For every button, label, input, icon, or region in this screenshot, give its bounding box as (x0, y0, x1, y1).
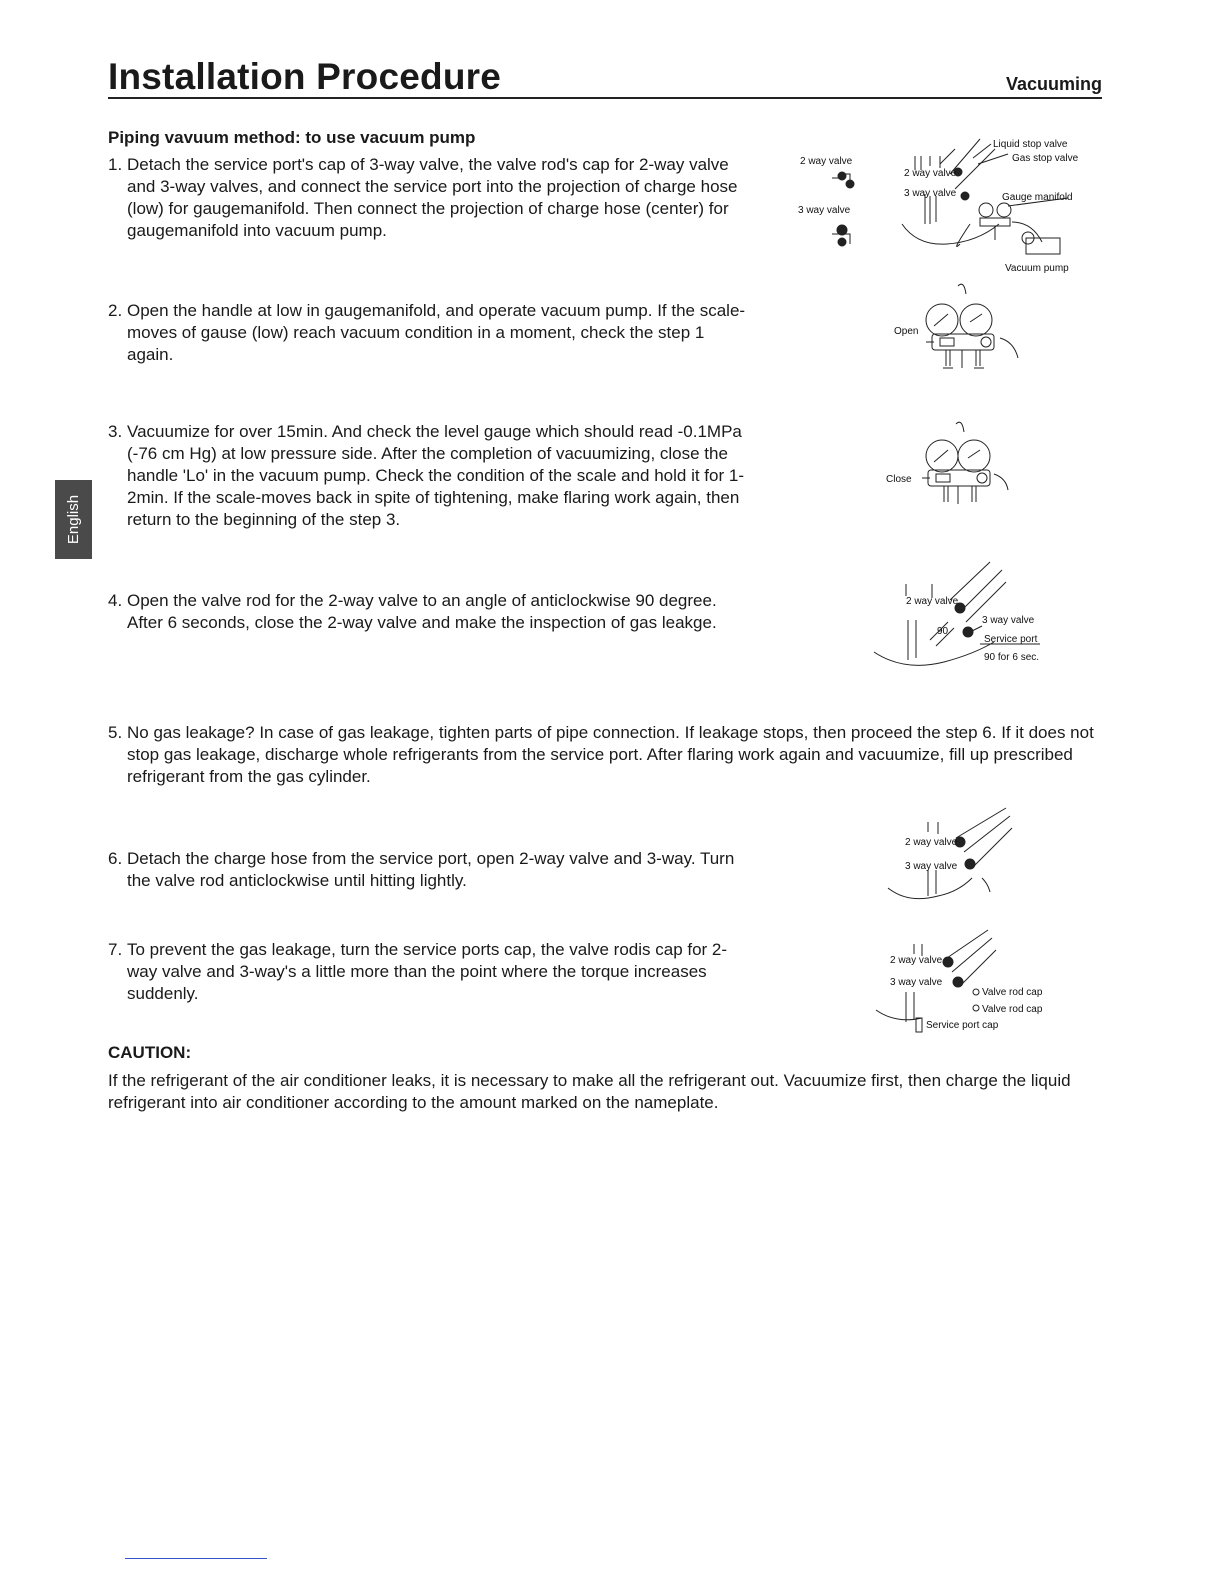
step-text: Open the handle at low in gaugemanifold, and operate vacuum pump. If the scale-moves of gause (low) reach vacuum condition in a moment, check the step 1 again. (127, 301, 746, 364)
page-title: Installation Procedure (108, 56, 501, 97)
step-6 (108, 848, 748, 892)
footer-divider (125, 1558, 267, 1559)
figure-open-valves (886, 808, 1016, 904)
section-title: Vacuuming (1005, 74, 1102, 94)
label-open: Open (894, 326, 919, 337)
step-2 (108, 300, 748, 366)
language-tab-label: English (65, 494, 83, 545)
label-3-way-valve: 3 way valve (798, 205, 851, 216)
manifold-close-diagram (882, 420, 1022, 515)
figure-manifold-close (882, 420, 1022, 515)
step-text: Detach the service port's cap of 3-way valve, the valve rod's cap for 2-way valve and 3-way valves, and connect the service port into the projection of charge hose (low) for gaugemanifold. Then connect the projection of charge hose (center) for gaugemanifold into vacuum pump. (127, 155, 738, 240)
label-service-port-cap: Service port cap (926, 1020, 999, 1031)
label-angle: 90 (937, 626, 949, 637)
figure-90-degree (870, 560, 1060, 675)
label-2-way-valve-b: 2 way valve (904, 168, 957, 179)
step-text: Vacuumize for over 15min. And check the level gauge which should read -0.1MPa (-76 cm Hg) at low pressure side. After the completion of vacuumizing, close the handle 'Lo' in the vacuum pump. Check the condition of the scale and hold it for 1-2min. If the scale-moves back in spite of tightening, make flaring work again, then return to the beginning of the step 3. (127, 422, 744, 529)
label-timing: 90 for 6 sec. (984, 652, 1040, 663)
step-1 (108, 154, 748, 242)
vacuum-setup-diagram (790, 134, 1100, 279)
step-5 (108, 722, 1108, 788)
open-valves-diagram (886, 808, 1016, 904)
method-subheading: Piping vavuum method: to use vacuum pump (108, 128, 476, 147)
label-service-port: Service port (984, 634, 1038, 645)
figure-manifold-open (890, 282, 1030, 382)
label-2-way-valve: 2 way valve (906, 596, 959, 607)
step-text: Open the valve rod for the 2-way valve to an angle of anticlockwise 90 degree. After 6 seconds, close the 2-way valve and make the inspection of gas leakge. (127, 591, 717, 632)
figure-caps (872, 928, 1062, 1036)
step-text: No gas leakage? In case of gas leakage, tighten parts of pipe connection. If leakage stops, then proceed the step 6. If it does not stop gas leakage, discharge whole refrigerants from the service port. After flaring work again and vacuumize, fill up prescribed refrigerant from the gas cylinder. (127, 723, 1094, 786)
step-number: 1. (108, 155, 123, 174)
header-divider (108, 97, 1102, 99)
label-3-way-valve: 3 way valve (890, 977, 943, 988)
step-number: 5. (108, 723, 123, 742)
step-number: 4. (108, 591, 123, 610)
label-2-way-valve: 2 way valve (905, 837, 958, 848)
caution-title: CAUTION: (108, 1043, 192, 1062)
label-close: Close (886, 474, 912, 485)
step-number: 3. (108, 422, 123, 441)
valve-90-diagram (870, 560, 1060, 675)
label-2-way-valve: 2 way valve (800, 156, 853, 167)
label-gas-stop-valve: Gas stop valve (1012, 153, 1079, 164)
figure-vacuum-setup (790, 134, 1100, 279)
label-valve-rod-cap-1: Valve rod cap (982, 987, 1043, 998)
step-number: 7. (108, 940, 123, 959)
step-3 (108, 421, 748, 531)
label-3-way-valve-b: 3 way valve (904, 188, 957, 199)
step-text: To prevent the gas leakage, turn the service ports cap, the valve rodis cap for 2-way valve and 3-way's a little more than the point where the torque increases suddenly. (127, 940, 728, 1003)
manifold-open-diagram (890, 282, 1030, 382)
step-text: Detach the charge hose from the service port, open 2-way valve and 3-way. Turn the valve rod anticlockwise until hitting lightly. (127, 849, 735, 890)
label-gauge-manifold: Gauge manifold (1002, 192, 1073, 203)
label-liquid-stop-valve: Liquid stop valve (993, 139, 1068, 150)
step-4 (108, 590, 748, 634)
label-vacuum-pump: Vacuum pump (1005, 263, 1069, 274)
label-valve-rod-cap-2: Valve rod cap (982, 1004, 1043, 1015)
step-7 (108, 939, 748, 1005)
caution-text: If the refrigerant of the air conditioner leaks, it is necessary to make all the refrigerant out. Vacuumize first, then charge the liquid refrigerant into air conditioner according to the amount marked on the nameplate. (108, 1071, 1071, 1112)
label-2-way-valve: 2 way valve (890, 955, 943, 966)
caps-diagram (872, 928, 1062, 1036)
step-number: 6. (108, 849, 123, 868)
step-number: 2. (108, 301, 123, 320)
language-tab (55, 480, 92, 559)
label-3-way-valve: 3 way valve (905, 861, 958, 872)
label-3-way-valve: 3 way valve (982, 615, 1035, 626)
